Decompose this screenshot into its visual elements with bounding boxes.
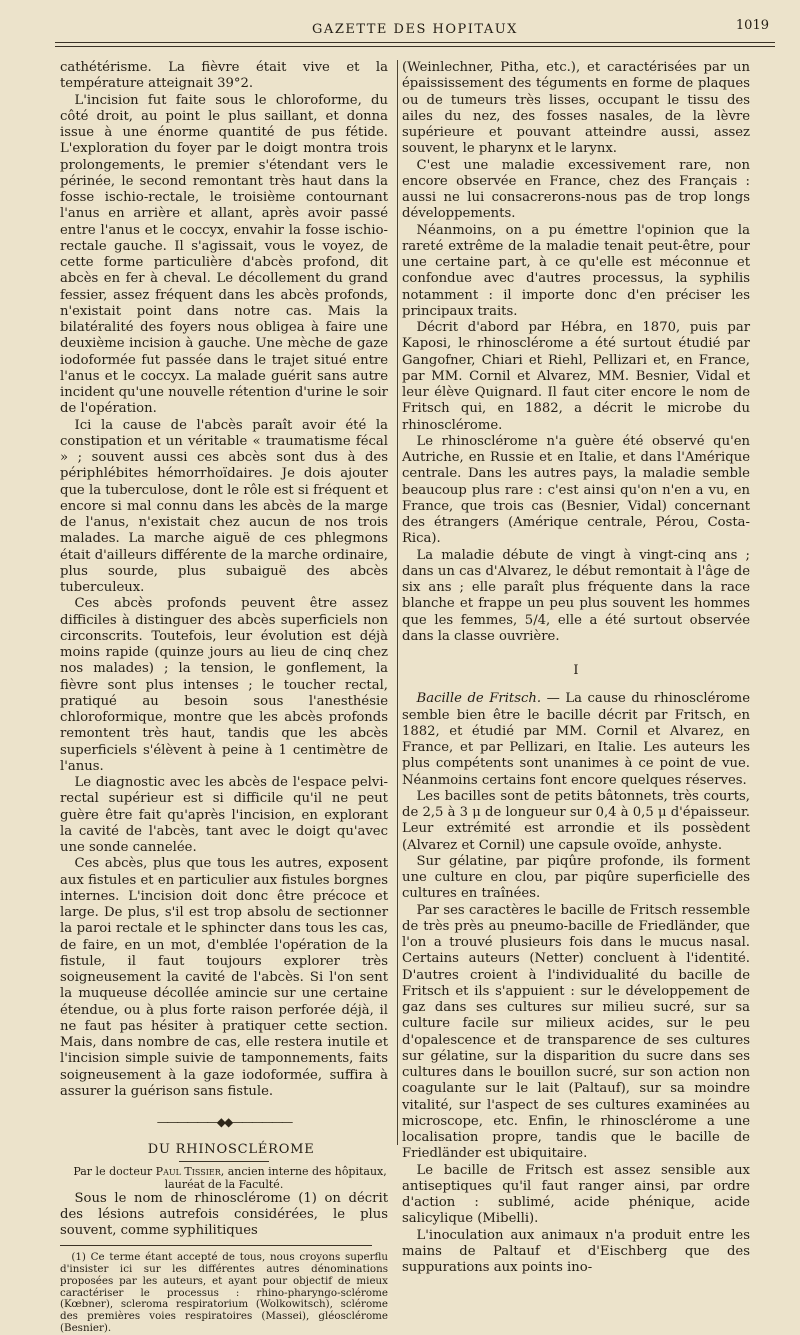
paragraph: Le diagnostic avec les abcès de l'espace pelvi-rectal supérieur est si difficile qu'il ne peut guère être fait qu'après l'incision, en explorant la cavité de l'abcès, tant avec le doigt qu'avec une sonde cannelée.	[60, 775, 388, 855]
paragraph: La maladie débute de vingt à vingt-cinq ans ; dans un cas d'Alvarez, le début remontait à l'âge de six ans ; elle paraît plus fréquente dans la race blanche et frappe un peu plus souvent les hommes que les femmes, 5/4, elle a été surtout observée dans la classe ouvrière.	[402, 547, 750, 644]
byline-line2: lauréat de la Faculté.	[164, 1177, 284, 1191]
paragraph: Ici la cause de l'abcès paraît avoir été la constipation et un véritable « traumatisme fécal » ; souvent aussi ces abcès sont dus à des périphlébites hémorrhoïdaires. Je dois ajouter que la tuberculose, dont le rôle est si fréquent et encore si mal connu dans les abcès de la marge de l'anus, n'existait chez aucun de nos trois malades. La marche aiguë de ces phlegmons était d'ailleurs différente de la marche ordinaire, plus sourde, plus subaiguë des abcès tuberculeux.	[60, 417, 388, 595]
paragraph: L'inoculation aux animaux n'a produit entre les mains de Paltauf et d'Eischberg que des suppurations aux points ino-	[402, 1227, 750, 1275]
section-ornament: ——————◆◆——————	[156, 1115, 292, 1129]
subheading: Bacille de Fritsch.	[416, 691, 542, 707]
section-number: I	[573, 663, 579, 678]
article-title: DU RHINOSCLÉROME	[147, 1142, 315, 1158]
paragraph: Par ses caractères le bacille de Fritsch ressemble de très près au pneumo-bacille de Friedländer, que l'on a trouvé plusieurs fois dans le mucus nasal. Certains auteurs (Netter) concluent à l'identité. D'autres croient à l'individualité du bacille de Fritsch et ils s'appuient : sur le développement de gaz dans ses cultures sur milieu sucré, sur sa culture facile sur milieux acides, sur le peu d'opalescence et de transparence de ses cultures sur gélatine, sur la disparition du sucre dans ses cultures dans le bouillon sucré, sur son action non coagulante sur le lait (Paltauf), sur sa moindre vitalité, sur l'aspect de ses cultures examinées au microscope, etc. Enfin, le rhinosclérome a une localisation propre, tandis que le bacille de Friedländer est ubiquitaire.	[402, 902, 750, 1162]
byline-suffix: , ancien interne des hôpitaux,	[220, 1164, 387, 1178]
column-divider	[397, 60, 398, 1145]
paragraph: L'incision fut faite sous le chloroforme, du côté droit, au point le plus saillant, et donna issue à une énorme quantité de pus fétide. L'exploration du foyer par le doigt montra trois prolongements, le premier s'étendant vers le périnée, le second remontant très haut dans la fosse ischio-rectale, le troisième contournant l'anus en arrière et allant, après avoir passé entre l'anus et le coccyx, envahir la fosse ischio-rectale gauche. Il s'agissait, vous le voyez, de cette forme particulière d'abcès profond, dit abcès en fer à cheval. Le décollement du grand fessier, assez fréquent dans les abcès profonds, n'existait point dans notre cas. Mais la bilatéralité des foyers nous obligea à faire une deuxième incision à gauche. Une mèche de gaze iodoformée fut passée dans le trajet situé entre l'anus et le coccyx. La malade guérit sans autre incident qu'une nouvelle rétention d'urine le soir de l'opération.	[60, 92, 388, 417]
paragraph	[402, 691, 750, 789]
paragraph: cathétérisme. La fièvre était vive et la température atteignait 39°2.	[60, 60, 388, 92]
intro-paragraph: Sous le nom de rhinosclérome (1) on décrit des lésions autrefois considérées, le plus souvent, comme syphilitiques	[60, 1190, 388, 1238]
byline	[60, 1165, 388, 1191]
running-title: GAZETTE DES HOPITAUX	[312, 22, 518, 37]
paragraph: Ces abcès profonds peuvent être assez difficiles à distinguer des abcès superficiels non circonscrits. Toutefois, leur évolution est déjà moins rapide (quinze jours au lieu de cinq chez nos malades) ; la tension, le gonflement, la fièvre sont plus intenses ; le toucher rectal, pratiqué au besoin sous l'anesthésie chloroformique, montre que les abcès profonds remontent très haut, tandis que les abcès superficiels s'élèvent à peine à 1 centimètre de l'anus.	[60, 596, 388, 774]
header-rule-top	[55, 42, 775, 43]
footnote-rule	[60, 1245, 372, 1246]
subheading-text: — La cause du rhinosclérome semble bien être le bacille décrit par Fritsch, en 1882, et étudié par MM. Cornil et Alvarez, en France, et par Pellizari, en Italie. Les auteurs les plus compétents sont unanimes à ce point de vue. Néanmoins certains font encore quelques réserves.	[402, 691, 750, 788]
paragraph: Néanmoins, on a pu émettre l'opinion que la rareté extrême de la maladie tenait peut-être, pour une certaine part, à ce qu'elle est méconnue et confondue avec d'autres processus, la syphilis notamment : il importe donc d'en préciser les principaux traits.	[402, 222, 750, 319]
paragraph: Décrit d'abord par Hébra, en 1870, puis par Kaposi, le rhinosclérome a été surtout étudié par Gangofner, Chiari et Riehl, Pellizari et, en France, par MM. Cornil et Alvarez, MM. Besnier, Vidal et leur élève Quignard. Il faut citer encore le nom de Fritsch qui, en 1882, a décrit le microbe du rhinosclérome.	[402, 320, 750, 433]
right-column	[402, 60, 750, 1276]
author-name: Paul Tissier	[155, 1164, 221, 1178]
footnote: (1) Ce terme étant accepté de tous, nous croyons superflu d'insister ici sur les différentes autres dénominations proposées par les auteurs, et ayant pour objectif de mieux caractériser le processus : rhino-pharyngo-sclérome (Kœbner), scleroma respiratorium (Wolkowitsch), sclérome des premières voies respiratoires (Massei), gléosclérome (Besnier).	[60, 1251, 388, 1335]
paragraph: C'est une maladie excessivement rare, non encore observée en France, chez des Français : aussi ne lui consacrerons-nous pas de trop longs développements.	[402, 157, 750, 222]
byline-prefix: Par le docteur	[73, 1164, 153, 1178]
paragraph: Le rhinosclérome n'a guère été observé qu'en Autriche, en Russie et en Italie, et dans l'Amérique centrale. Dans les autres pays, la maladie semble beaucoup plus rare : c'est ainsi qu'on n'en a vu, en France, que trois cas (Besnier, Vidal) concernant des étrangers (Amérique centrale, Pérou, Costa-Rica).	[402, 433, 750, 547]
paragraph: Ces abcès, plus que tous les autres, exposent aux fistules et en particulier aux fistules borgnes internes. L'incision doit donc être précoce et large. De plus, s'il est trop absolu de sectionner la paroi rectale et le sphincter dans tous les cas, de faire, en un mot, d'emblée l'opération de la fistule, il faut toujours explorer très soigneusement la cavité de l'abcès. Si l'on sent la muqueuse décollée amincie sur une certaine étendue, ou à plus forte raison perforée déjà, il ne faut pas hésiter à pratiquer cette section. Mais, dans nombre de cas, elle restera inutile et l'incision simple suivie de tamponnements, faits soigneusement à la gaze iodoformée, suffira à assurer la guérison sans fistule.	[60, 856, 388, 1099]
paragraph: Le bacille de Fritsch est assez sensible aux antiseptiques qu'il faut ranger ainsi, par ordre d'action : sublimé, acide phénique, acide salicylique (Mibelli).	[402, 1162, 750, 1227]
header-rule-bottom	[55, 46, 775, 47]
paragraph: (Weinlechner, Pitha, etc.), et caractérisées par un épaississement des téguments en forme de plaques ou de tumeurs très lisses, occupant le tissu des ailes du nez, des fosses nasales, de la lèvre supérieure et pouvant atteindre aussi, assez souvent, le pharynx et le larynx.	[402, 60, 750, 157]
paragraph: Sur gélatine, par piqûre profonde, ils forment une culture en clou, par piqûre superficielle des cultures en traînées.	[402, 853, 750, 902]
page-header	[55, 18, 775, 42]
title-rule	[179, 1161, 269, 1162]
left-column	[60, 60, 388, 1335]
page-number: 1019	[735, 18, 769, 33]
paragraph: Les bacilles sont de petits bâtonnets, très courts, de 2,5 à 3 μ de longueur sur 0,4 à 0,5 μ d'épaisseur. Leur extrémité est arrondie et ils possèdent (Alvarez et Cornil) une capsule ovoïde, anhyste.	[402, 788, 750, 853]
